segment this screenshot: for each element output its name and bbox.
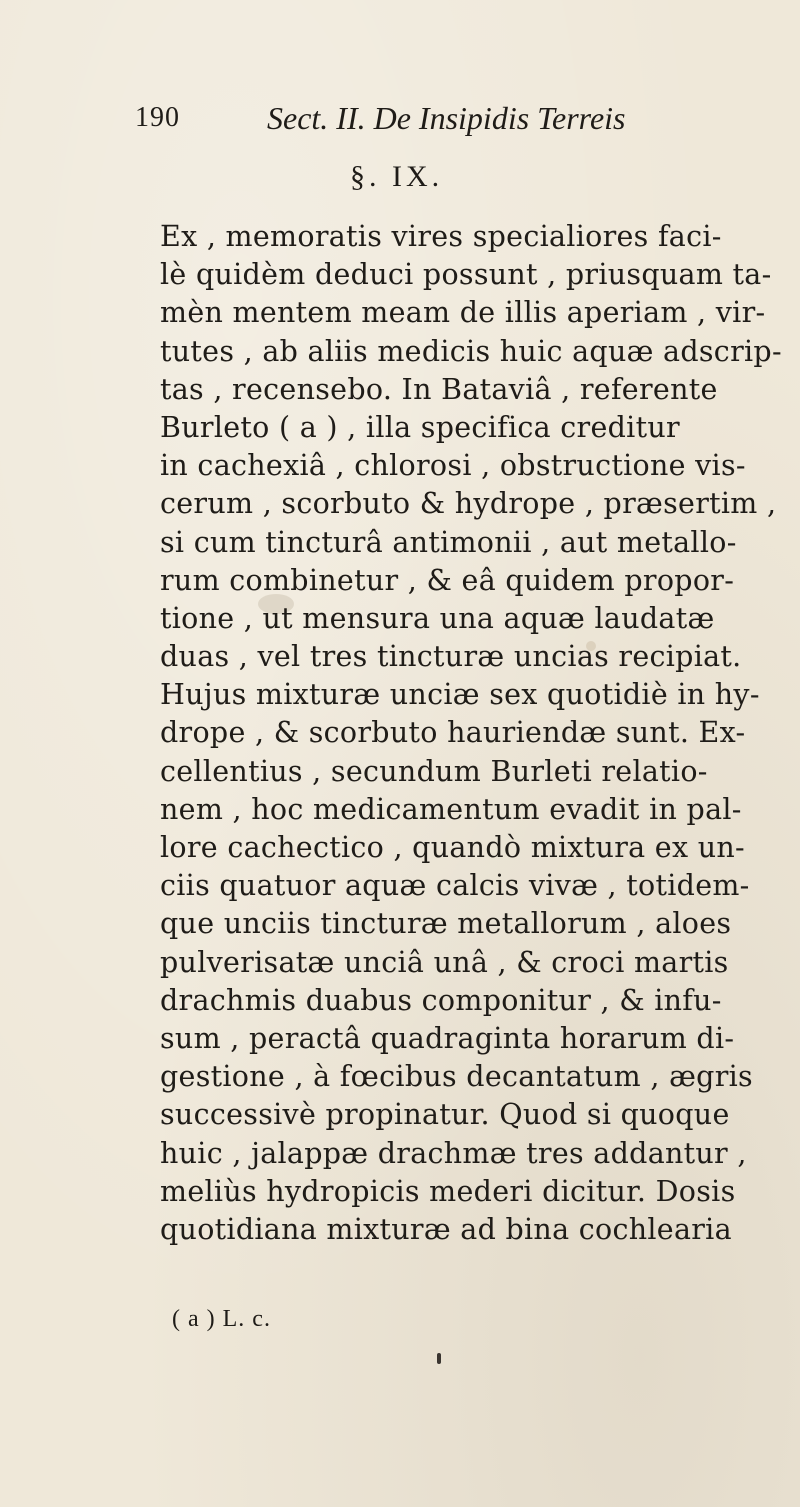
text-line: cerum , scorbuto & hydrope , præsertim , [160, 487, 777, 521]
body-text [160, 218, 790, 1249]
text-line: lè quidèm deduci possunt , priusquam ta- [160, 258, 772, 292]
text-line: cellentius , secundum Burleti relatio- [160, 754, 708, 788]
text-line: huic , jalappæ drachmæ tres addantur , [160, 1136, 747, 1170]
text-line: tione , ut mensura una aquæ laudatæ [160, 601, 715, 635]
text-line: nem , hoc medicamentum evadit in pal- [160, 792, 742, 826]
text-line: lore cachectico , quandò mixtura ex un- [160, 831, 745, 864]
text-line: sum , peractâ quadraginta horarum di- [160, 1021, 735, 1055]
text-line: meliùs hydropicis mederi dicitur. Dosis [160, 1174, 736, 1208]
text-line: ciis quatuor aquæ calcis vivæ , totidem- [160, 869, 750, 903]
text-line: drope , & scorbuto hauriendæ sunt. Ex- [160, 716, 746, 750]
text-line: tas , recensebo. In Bataviâ , referente [160, 372, 718, 406]
text-line: que unciis tincturæ metallorum , aloes [160, 907, 732, 941]
text-line: Hujus mixturæ unciæ sex quotidiè in hy- [160, 678, 760, 712]
text-line: in cachexiâ , chlorosi , obstructione vis- [160, 449, 746, 483]
text-line: drachmis duabus componitur , & infu- [160, 983, 722, 1017]
page-header [135, 100, 735, 144]
text-line: Ex , memoratis vires specialiores faci- [160, 220, 722, 253]
text-line: rum combinetur , & eâ quidem propor- [160, 563, 735, 597]
text-line: Burleto ( a ) , illa specifica creditur [160, 410, 680, 444]
text-line: gestione , à fœcibus decantatum , ægris [160, 1060, 753, 1094]
section-heading: §. IX. [350, 160, 444, 193]
text-line: duas , vel tres tincturæ uncias recipiat. [160, 640, 742, 674]
text-line: mèn mentem meam de illis aperiam , vir- [160, 296, 766, 330]
text-line: quotidiana mixturæ ad bina cochlearia [160, 1212, 732, 1246]
running-title: Sect. II. De Insipidis Terreis [267, 100, 626, 136]
page-number: 190 [135, 102, 180, 133]
footnote: ( a ) L. c. [172, 1306, 271, 1332]
text-line: pulverisatæ unciâ unâ , & croci martis [160, 945, 729, 979]
text-line: tutes , ab aliis medicis huic aquæ adscrip- [160, 334, 782, 368]
text-line: si cum tincturâ antimonii , aut metallo- [160, 525, 737, 559]
text-line: successivè propinatur. Quod si quoque [160, 1098, 730, 1132]
ink-mark [437, 1353, 441, 1364]
